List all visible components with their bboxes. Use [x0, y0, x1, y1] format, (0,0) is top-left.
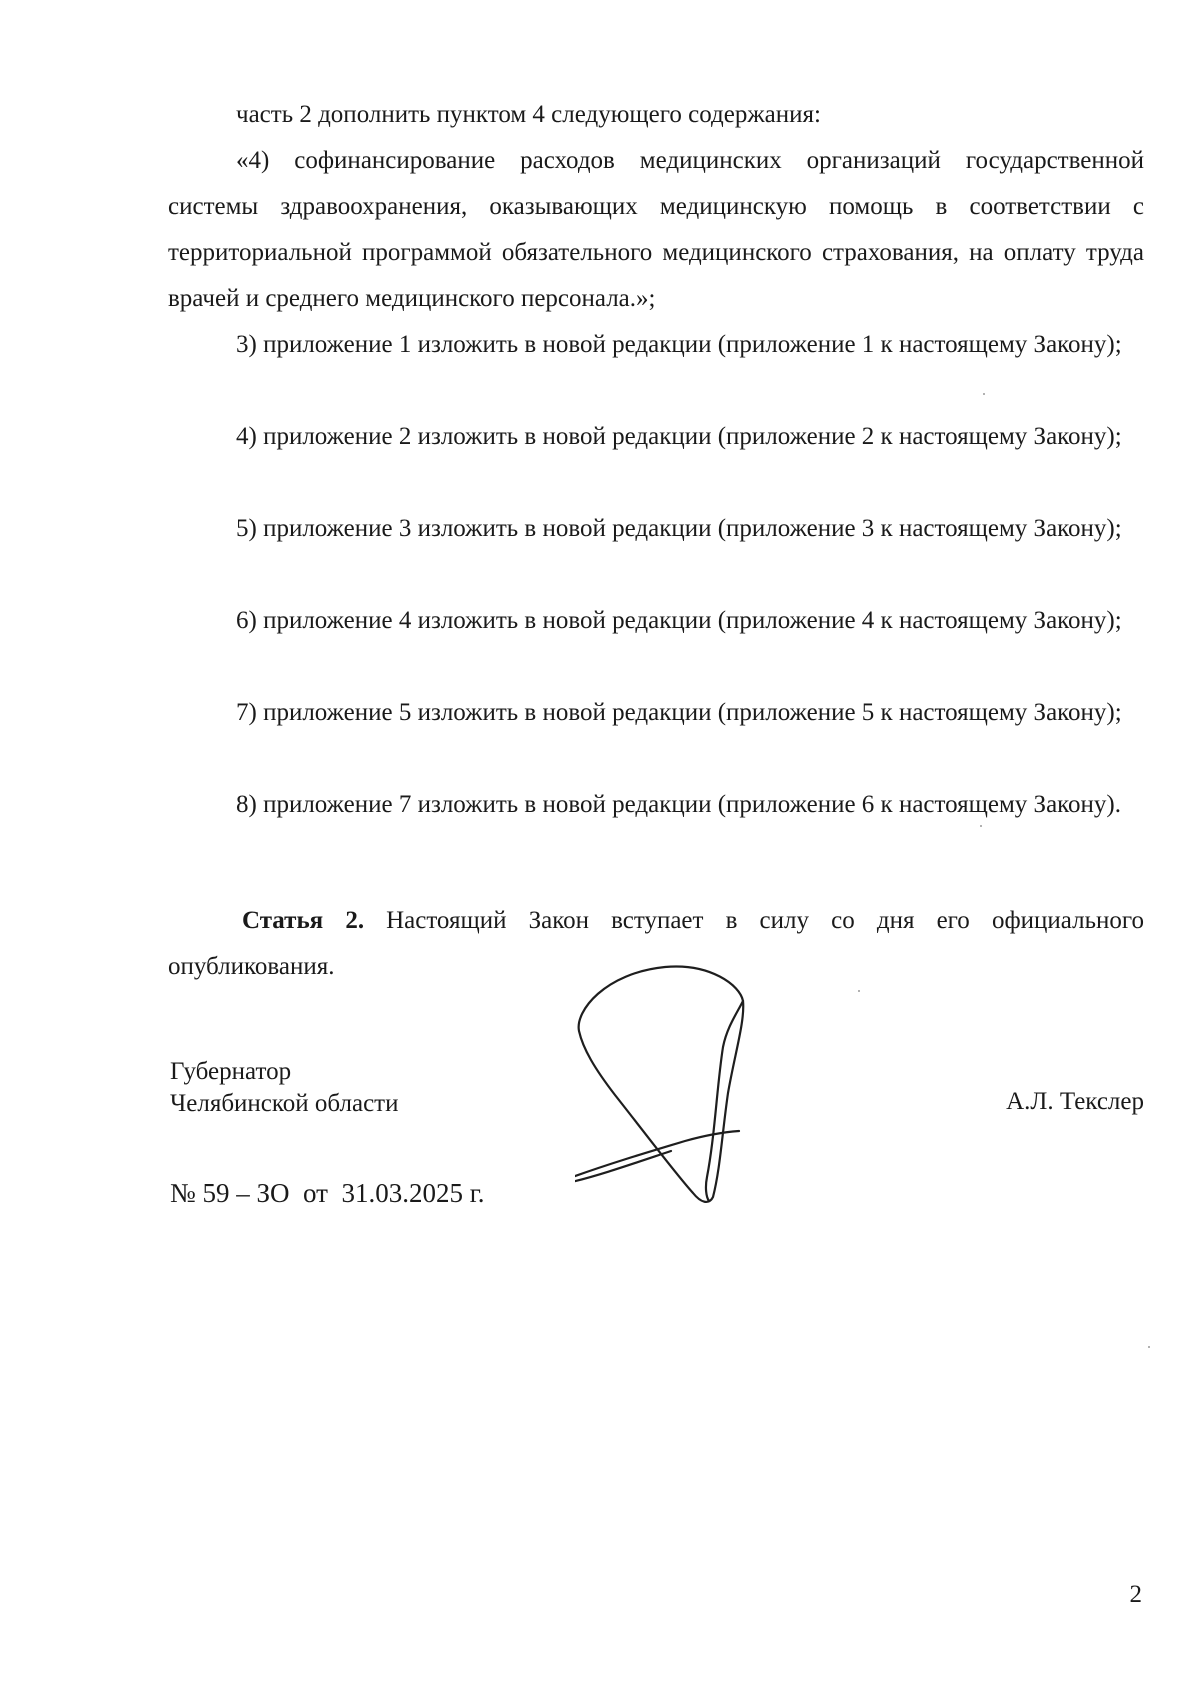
document-number: № 59 – ЗО от 31.03.2025 г.: [170, 1178, 485, 1208]
item-4-text-paragraph: «4) софинансирование расходов медицинских организаций государственной системы здравоохранения, оказывающих медицинскую помощь в соответствии с территориальной программой обязательного медицинского страхования, на оплату труда врачей и среднего медицинского персонала.»;: [168, 147, 1144, 312]
governor-title-line-1: Губернатор: [170, 1058, 292, 1085]
scan-speck: [983, 393, 985, 395]
article-2-label: Статья 2.: [242, 907, 365, 934]
item-6-paragraph: 6) приложение 4 изложить в новой редакции (приложение 4 к настоящему Закону);: [236, 607, 1122, 634]
item-5-paragraph: 5) приложение 3 изложить в новой редакции (приложение 3 к настоящему Закону);: [236, 515, 1122, 542]
intro-paragraph: часть 2 дополнить пунктом 4 следующего содержания:: [236, 101, 821, 128]
scan-speck: [980, 825, 982, 827]
governor-name: А.Л. Текслер: [1006, 1088, 1144, 1115]
item-7-paragraph: 7) приложение 5 изложить в новой редакции (приложение 5 к настоящему Закону);: [236, 699, 1122, 726]
scan-speck: [858, 990, 860, 992]
item-8-paragraph: 8) приложение 7 изложить в новой редакции (приложение 6 к настоящему Закону).: [236, 791, 1122, 818]
item-3-paragraph: 3) приложение 1 изложить в новой редакции (приложение 1 к настоящему Закону);: [236, 331, 1122, 358]
item-4-paragraph: 4) приложение 2 изложить в новой редакции (приложение 2 к настоящему Закону);: [236, 423, 1122, 450]
page-number: 2: [1129, 1581, 1142, 1608]
governor-title: [170, 1056, 398, 1120]
scan-speck: [1148, 1346, 1150, 1348]
handwritten-signature: [575, 965, 800, 1205]
governor-title-line-2: Челябинской области: [170, 1090, 399, 1117]
article-2-text: Настоящий Закон вступает в силу со дня его официального опубликования.: [168, 907, 1144, 980]
